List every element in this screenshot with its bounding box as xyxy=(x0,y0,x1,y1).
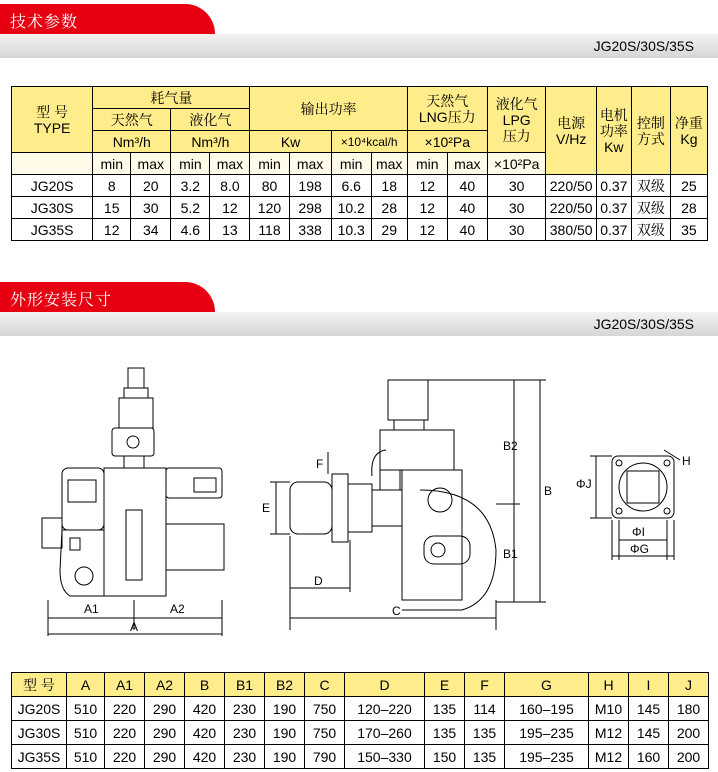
spec-cell: 双级 xyxy=(631,197,670,219)
dims-cell: 170–260 xyxy=(345,721,425,745)
dims-header-cell: G xyxy=(505,673,589,697)
model-cell: JG20S xyxy=(12,697,67,721)
dims-cell: 220 xyxy=(105,745,145,769)
model-cell: JG35S xyxy=(12,219,93,241)
label-a2: A2 xyxy=(170,602,185,616)
dims-header-cell: I xyxy=(629,673,669,697)
dims-cell: 135 xyxy=(465,721,505,745)
dims-cell: 220 xyxy=(105,721,145,745)
dims-cell: 200 xyxy=(669,721,709,745)
lpg-pressure-l2: LPG xyxy=(502,111,531,128)
section-title: 外形安装尺寸 xyxy=(10,292,113,309)
dims-cell: 145 xyxy=(629,697,669,721)
dims-cell: 135 xyxy=(425,721,465,745)
dims-cell: 290 xyxy=(145,697,185,721)
dimension-table xyxy=(11,672,709,769)
spec-cell: 0.37 xyxy=(596,197,631,219)
spec-cell: 30 xyxy=(487,219,546,241)
spec-cell: 28 xyxy=(670,197,707,219)
spec-cell: 40 xyxy=(447,197,487,219)
type-label: 型 号 xyxy=(36,103,69,120)
dims-body xyxy=(12,673,709,769)
spec-cell: 198 xyxy=(289,175,331,197)
dims-cell: 135 xyxy=(465,745,505,769)
dims-cell: M12 xyxy=(589,745,629,769)
power-header xyxy=(546,87,596,175)
dims-cell: 510 xyxy=(67,721,105,745)
max-label: max xyxy=(289,153,331,175)
unit-kcal: ×10⁴kcal/h xyxy=(331,131,407,153)
spec-cell: 30 xyxy=(131,197,171,219)
empty-cell xyxy=(12,153,93,175)
consumption-header: 耗气量 xyxy=(93,87,250,109)
dims-header-row xyxy=(12,673,709,697)
spec-cell: 118 xyxy=(250,219,289,241)
output-header: 输出功率 xyxy=(250,87,407,131)
spec-cell: 120 xyxy=(250,197,289,219)
unit-kw: Kw xyxy=(250,131,331,153)
spec-cell: 29 xyxy=(371,219,407,241)
spec-cell: 25 xyxy=(670,175,707,197)
max-label: max xyxy=(371,153,407,175)
weight-l1: 净重 xyxy=(674,114,703,131)
dims-header-cell: C xyxy=(305,673,345,697)
dims-row xyxy=(12,745,709,769)
spec-cell: 4.6 xyxy=(171,219,210,241)
spec-cell: 30 xyxy=(487,197,546,219)
dims-cell: 420 xyxy=(185,721,225,745)
spec-cell: 30 xyxy=(487,175,546,197)
control-header xyxy=(631,87,670,175)
spec-cell: 18 xyxy=(371,175,407,197)
spec-cell: 10.3 xyxy=(331,219,371,241)
label-b1: B1 xyxy=(503,547,518,561)
label-b2: B2 xyxy=(503,439,518,453)
dims-cell: 230 xyxy=(225,745,265,769)
spec-cell: 35 xyxy=(670,219,707,241)
dims-cell: 790 xyxy=(305,745,345,769)
dims-header-cell: 型 号 xyxy=(12,673,67,697)
dims-header-cell: B xyxy=(185,673,225,697)
dims-cell: 750 xyxy=(305,721,345,745)
dims-cell: 230 xyxy=(225,697,265,721)
model-cell: JG30S xyxy=(12,721,67,745)
spec-cell: 10.2 xyxy=(331,197,371,219)
motor-l3: Kw xyxy=(604,138,624,155)
section-model-bar xyxy=(0,312,718,336)
section-title-bar xyxy=(0,4,215,34)
spec-cell: 380/50 xyxy=(546,219,596,241)
min-label: min xyxy=(250,153,289,175)
dims-cell: 180 xyxy=(669,697,709,721)
lpg-pressure-l1: 液化气 xyxy=(495,95,538,112)
dims-cell: 290 xyxy=(145,721,185,745)
unit-pa-lpg: ×10²Pa xyxy=(487,153,546,175)
dims-cell: 195–235 xyxy=(505,721,589,745)
spec-cell: 0.37 xyxy=(596,175,631,197)
model-cell: JG30S xyxy=(12,197,93,219)
label-c: C xyxy=(392,604,401,618)
max-label: max xyxy=(210,153,250,175)
dims-row xyxy=(12,697,709,721)
motor-l1: 电机 xyxy=(599,106,628,123)
spec-cell: 8 xyxy=(93,175,131,197)
spec-cell: 338 xyxy=(289,219,331,241)
type-label-en: TYPE xyxy=(33,119,71,136)
spec-cell: 12 xyxy=(93,219,131,241)
front-view xyxy=(42,368,224,636)
motor-header xyxy=(596,87,631,175)
spec-cell: 80 xyxy=(250,175,289,197)
spec-table xyxy=(11,86,708,241)
spec-cell: 28 xyxy=(371,197,407,219)
spec-cell: 12 xyxy=(407,219,447,241)
dims-cell: 190 xyxy=(265,697,305,721)
spec-cell: 双级 xyxy=(631,219,670,241)
dims-cell: 230 xyxy=(225,721,265,745)
control-l2: 方式 xyxy=(636,130,665,147)
section-model: JG20S/30S/35S xyxy=(593,316,694,332)
dims-cell: 120–220 xyxy=(345,697,425,721)
spec-cell: 40 xyxy=(447,219,487,241)
dims-cell: 135 xyxy=(425,697,465,721)
dims-cell: 290 xyxy=(145,745,185,769)
dims-cell: 150 xyxy=(425,745,465,769)
label-f: F xyxy=(316,457,324,471)
lng-pressure-l2: LNG压力 xyxy=(418,108,476,125)
spec-cell: 220/50 xyxy=(546,197,596,219)
section-model-bar xyxy=(0,34,718,58)
dims-header-cell: B2 xyxy=(265,673,305,697)
spec-cell: 8.0 xyxy=(210,175,250,197)
section-header-dimensions xyxy=(0,282,718,332)
min-label: min xyxy=(93,153,131,175)
dims-cell: 145 xyxy=(629,721,669,745)
type-header xyxy=(12,87,93,153)
dims-header-cell: A2 xyxy=(145,673,185,697)
min-label: min xyxy=(407,153,447,175)
dims-cell: M12 xyxy=(589,721,629,745)
dims-header-cell: J xyxy=(669,673,709,697)
dims-cell: 190 xyxy=(265,745,305,769)
dims-cell: 420 xyxy=(185,697,225,721)
section-title: 技术参数 xyxy=(10,14,79,31)
dims-cell: 200 xyxy=(669,745,709,769)
spec-cell: 34 xyxy=(131,219,171,241)
label-phi-i: ΦI xyxy=(632,525,645,539)
spec-cell: 6.6 xyxy=(331,175,371,197)
dims-cell: 195–235 xyxy=(505,745,589,769)
dims-cell: M10 xyxy=(589,697,629,721)
dims-cell: 750 xyxy=(305,697,345,721)
spec-cell: 12 xyxy=(210,197,250,219)
spec-cell: 298 xyxy=(289,197,331,219)
dims-header-cell: F xyxy=(465,673,505,697)
motor-l2: 功率 xyxy=(599,122,628,139)
dims-cell: 114 xyxy=(465,697,505,721)
natural-gas-header: 天然气 xyxy=(93,109,171,131)
power-l1: 电源 xyxy=(557,114,586,131)
dims-cell: 420 xyxy=(185,745,225,769)
power-l2: V/Hz xyxy=(555,130,587,147)
spec-cell: 3.2 xyxy=(171,175,210,197)
installation-drawing xyxy=(0,340,718,640)
label-phi-g: ΦG xyxy=(630,542,649,556)
section-model: JG20S/30S/35S xyxy=(593,38,694,54)
unit-pa-lng: ×10²Pa xyxy=(407,131,487,153)
spec-cell: 12 xyxy=(407,197,447,219)
lpg-pressure-header xyxy=(487,87,546,153)
label-d: D xyxy=(314,574,323,588)
label-b: B xyxy=(544,484,553,498)
dims-cell: 510 xyxy=(67,697,105,721)
label-a: A xyxy=(130,620,139,634)
unit-nm3h-lpg: Nm³/h xyxy=(171,131,250,153)
lpg-header: 液化气 xyxy=(171,109,250,131)
model-cell: JG35S xyxy=(12,745,67,769)
spec-cell: 220/50 xyxy=(546,175,596,197)
lpg-pressure-l3: 压力 xyxy=(502,127,531,144)
dims-header-cell: H xyxy=(589,673,629,697)
lng-pressure-l1: 天然气 xyxy=(426,92,469,109)
label-a1: A1 xyxy=(84,602,99,616)
spec-cell: 12 xyxy=(407,175,447,197)
dims-header-cell: B1 xyxy=(225,673,265,697)
section-title-bar xyxy=(0,282,215,312)
spec-body xyxy=(12,175,708,241)
side-view xyxy=(270,380,546,630)
label-e: E xyxy=(262,501,271,515)
spec-cell: 13 xyxy=(210,219,250,241)
dims-cell: 510 xyxy=(67,745,105,769)
control-l1: 控制 xyxy=(636,114,665,131)
unit-nm3h-ng: Nm³/h xyxy=(93,131,171,153)
dims-header-cell: A xyxy=(67,673,105,697)
spec-cell: 40 xyxy=(447,175,487,197)
spec-row xyxy=(12,219,708,241)
spec-row xyxy=(12,175,708,197)
spec-row xyxy=(12,197,708,219)
max-label: max xyxy=(131,153,171,175)
dims-header-cell: E xyxy=(425,673,465,697)
spec-cell: 15 xyxy=(93,197,131,219)
spec-cell: 20 xyxy=(131,175,171,197)
label-phi-j: ΦJ xyxy=(576,477,592,491)
dims-cell: 160–195 xyxy=(505,697,589,721)
spec-cell: 5.2 xyxy=(171,197,210,219)
weight-l2: Kg xyxy=(680,130,698,147)
max-label: max xyxy=(447,153,487,175)
spec-cell: 双级 xyxy=(631,175,670,197)
label-h: H xyxy=(682,454,691,468)
dims-cell: 160 xyxy=(629,745,669,769)
spec-cell: 0.37 xyxy=(596,219,631,241)
min-label: min xyxy=(331,153,371,175)
weight-header xyxy=(670,87,707,175)
model-cell: JG20S xyxy=(12,175,93,197)
dims-cell: 190 xyxy=(265,721,305,745)
dims-header-cell: A1 xyxy=(105,673,145,697)
dims-cell: 150–330 xyxy=(345,745,425,769)
dims-row xyxy=(12,721,709,745)
lng-pressure-header xyxy=(407,87,487,131)
dims-cell: 220 xyxy=(105,697,145,721)
min-label: min xyxy=(171,153,210,175)
section-header-specs xyxy=(0,4,718,54)
dims-header-cell: D xyxy=(345,673,425,697)
